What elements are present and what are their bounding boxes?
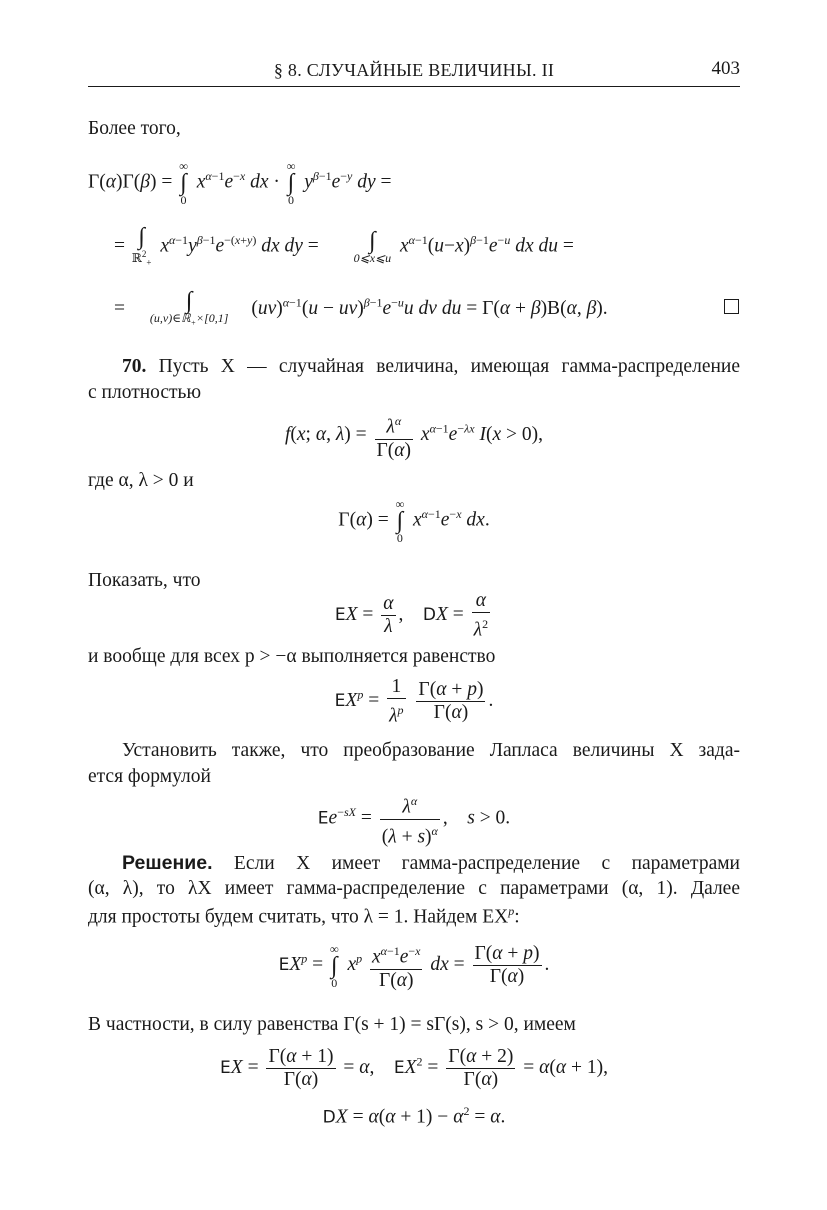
solution-label: Решение. xyxy=(122,852,213,874)
solution-text: Если X имеет гамма-распределение с параметрами xyxy=(233,853,740,874)
paragraph-laplace-line1: Установить также, что преобразование Лапласа величины X зада- xyxy=(122,740,740,761)
problem-70-statement-line1 xyxy=(88,356,740,378)
paragraph-more-over: Более того, xyxy=(88,118,181,139)
equation-gamma-product-line3: = ∫ (u,v)∈ℝ$_+$×[0,1] $(uv)^{\alpha-1}(u - uv)^{\beta-1}e^{-u}u$ dv du = Γ(α + β)B(α, β). xyxy=(114,288,608,328)
equation-gamma-density: f(x; α, λ) = $\frac{\lambda^\alpha}{\Gamma(\alpha)}$ $x^{\alpha-1}e^{-\lambda x}$ I(x > 0), xyxy=(88,410,740,462)
equation-gamma-product-line1: Γ(α)Γ(β) = ∞ ∫ 0 $x^{\alpha-1}e^{-x}$ dx · ∞ ∫ 0 $y^{\beta-1}e^{-y}$ dy = xyxy=(88,159,392,207)
solution-line2: (α, λ), то λX имеет гамма-распределение с параметрами (α, 1). Далее xyxy=(88,878,740,899)
equation-dx: DX = $\alpha(\alpha + 1) - \alpha^2 = \alpha$. xyxy=(322,1104,506,1128)
equation-gamma-function: Γ(α) = ∞ ∫ 0 $x^{\alpha-1}e^{-x}$ dx. xyxy=(338,497,490,545)
solution-line3: для простоты будем считать, что λ = 1. Найдем $EX^p$: xyxy=(88,904,520,928)
equation-gamma-product-line2: = ∫ ℝ$^2_+$ $x^{\alpha-1}y^{\beta-1}e^{-(x+y)}$ dx dy = ∫ 0⩽x⩽u $x^{\alpha-1}(u-x)^{\beta-1}e^{-u}$ dx du = xyxy=(114,224,574,268)
header-title: § 8. СЛУЧАЙНЫЕ ВЕЛИЧИНЫ. II xyxy=(273,60,555,80)
problem-70-text: Пусть X — случайная величина, имеющая гамма-распределение xyxy=(158,356,740,377)
equation-mean-variance: EX = $\frac{\alpha}{\lambda}$ , DX = $\frac{\alpha}{\lambda^2}$ xyxy=(334,590,489,641)
page-number: 403 xyxy=(711,58,740,79)
equation-moment-p: $EX^p$ = $\frac{1}{\lambda^p}$ $\frac{\Gamma(\alpha + p)}{\Gamma(\alpha)}$ . xyxy=(334,676,494,727)
paragraph-in-general: и вообще для всех p > −α выполняется равенство xyxy=(88,646,496,667)
equation-ex-ex2: EX = $\frac{\Gamma(\alpha + 1)}{\Gamma(\alpha)}$ = α, $EX^2$ = $\frac{\Gamma(\alpha + 2)}{\Gamma(\alpha)}$ = α(α + 1), xyxy=(220,1046,608,1090)
problem-70-statement-line2: с плотностью xyxy=(88,382,202,403)
problem-number: 70. xyxy=(122,356,147,377)
solution-line1 xyxy=(88,852,740,875)
solution-line3-text: для простоты будем считать, что λ = 1. Найдем EX xyxy=(88,906,509,928)
running-header xyxy=(88,58,740,87)
page xyxy=(88,0,740,1210)
equation-moment-integral: $EX^p$ = ∞ ∫ 0 $x^p$ $\frac{x^{\alpha-1}e^{-x}}{\Gamma(\alpha)}$ dx = $\frac{\Gamma(\alpha + p)}{\Gamma(\alpha)}$ . xyxy=(278,941,550,991)
paragraph-show-that: Показать, что xyxy=(88,570,201,591)
paragraph-in-particular: В частности, в силу равенства Γ(s + 1) = sΓ(s), s > 0, имеем xyxy=(88,1014,576,1035)
paragraph-laplace-line2: ется формулой xyxy=(88,766,211,787)
qed-square-icon xyxy=(724,299,739,314)
paragraph-where: где α, λ > 0 и xyxy=(88,470,194,491)
equation-laplace-transform: $Ee^{-sX}$ = $\frac{\lambda^\alpha}{(\lambda + s)^\alpha}$ , s > 0. xyxy=(88,790,740,848)
